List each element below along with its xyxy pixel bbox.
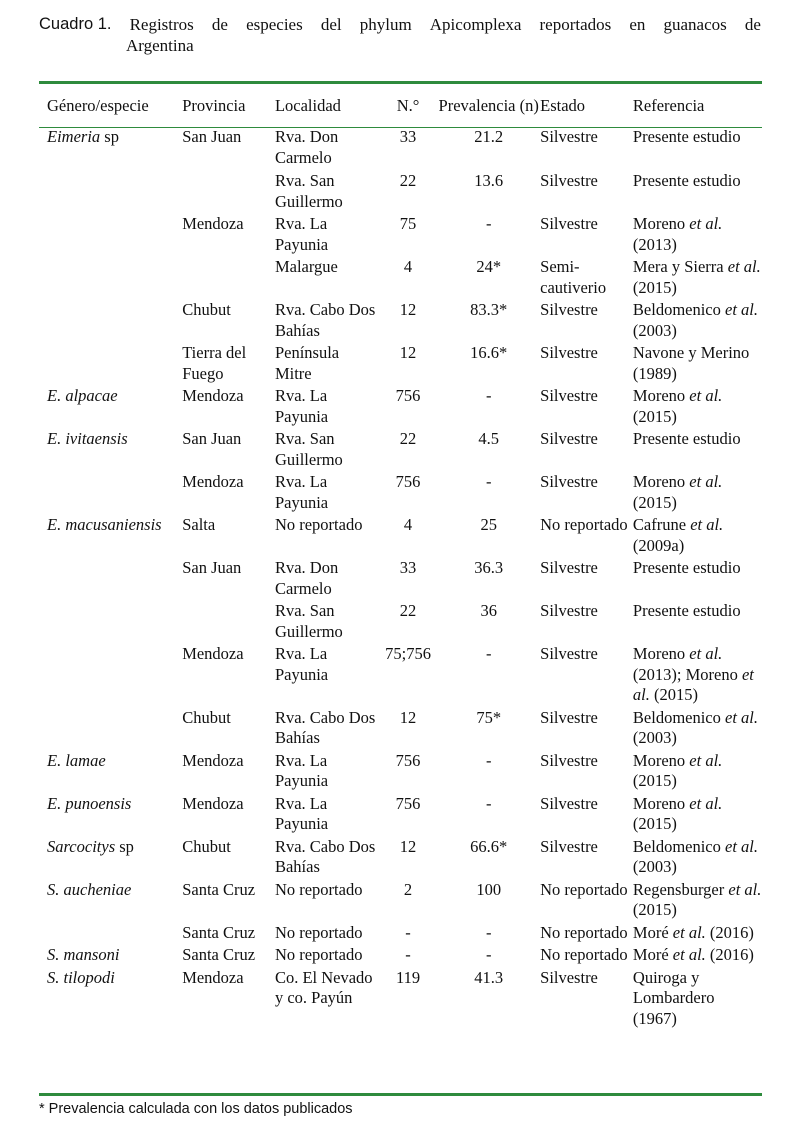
cell-species: [39, 945, 182, 968]
cell-estado: Silvestre: [540, 750, 598, 770]
reference-part: (2015): [632, 406, 677, 426]
cell-localidad: Península Mitre: [274, 343, 340, 383]
cell-prevalencia: 24*: [476, 257, 502, 276]
reference-part: et al.: [672, 945, 706, 964]
reference-part: et al.: [725, 300, 759, 319]
cell-localidad: Rva. San Guillermo: [274, 171, 343, 211]
table-row: [39, 558, 762, 601]
cell-provincia: [182, 601, 275, 644]
column-header: Prevalencia (n): [438, 96, 539, 116]
table-row: [39, 472, 762, 515]
reference-part: (2003): [632, 857, 677, 876]
reference-part: Presente estudio: [632, 127, 741, 146]
reference-part: et al.: [632, 664, 754, 704]
cell-referencia: [633, 515, 762, 558]
cell-prevalencia: -: [485, 793, 492, 813]
column-header: Referencia: [632, 96, 705, 116]
cell-prevalencia: 100: [476, 879, 502, 899]
reference-part: et al.: [727, 257, 761, 276]
cell-localidad: No reportado: [274, 515, 363, 534]
cell-referencia: [633, 644, 762, 708]
species-name: Sarcocitys: [47, 836, 116, 856]
table-row: [39, 601, 762, 644]
column-header: Provincia: [182, 96, 246, 116]
cell-provincia: San Juan: [182, 558, 242, 577]
species-name: E. ivitaensis: [47, 429, 128, 448]
cell-provincia: Chubut: [182, 836, 231, 856]
cell-species: [39, 644, 182, 708]
cell-provincia: Mendoza: [182, 386, 244, 405]
reference-part: et al.: [689, 793, 723, 813]
cell-prevalencia: 25: [480, 515, 497, 534]
cell-n: 22: [399, 429, 417, 448]
cell-n: 2: [403, 879, 413, 899]
cell-species: [39, 515, 182, 558]
caption-word: Registros: [129, 15, 194, 34]
table-row: [39, 837, 762, 880]
caption-second-line: Argentina: [126, 36, 194, 55]
reference-part: Presente estudio: [632, 558, 741, 577]
caption-word: especies: [246, 15, 303, 34]
cell-localidad: No reportado: [274, 945, 363, 964]
cell-referencia: [633, 127, 762, 171]
cell-estado: Silvestre: [540, 214, 598, 233]
cell-localidad: No reportado: [274, 879, 363, 899]
reference-part: (2013); Moreno: [632, 664, 742, 684]
reference-part: (2015): [632, 814, 677, 833]
cell-provincia: San Juan: [182, 127, 242, 146]
cell-provincia: Chubut: [182, 300, 231, 319]
cell-referencia: [633, 751, 762, 794]
reference-part: et al.: [672, 922, 706, 942]
table-row: [39, 708, 762, 751]
reference-part: et al.: [689, 472, 723, 491]
cell-localidad: Rva. La Payunia: [274, 386, 329, 426]
reference-part: et al.: [689, 214, 723, 233]
cell-referencia: [633, 257, 762, 300]
reference-part: Presente estudio: [632, 601, 741, 620]
cell-prevalencia: 36: [480, 601, 497, 620]
cell-localidad: Rva. Cabo Dos Bahías: [274, 836, 376, 876]
cell-species: [39, 472, 182, 515]
cell-prevalencia: -: [485, 945, 492, 964]
cell-species: [39, 751, 182, 794]
table-row: [39, 300, 762, 343]
cell-referencia: [633, 923, 762, 946]
cell-prevalencia: 83.3*: [470, 300, 508, 319]
cell-referencia: [633, 214, 762, 257]
cell-prevalencia: 75*: [476, 707, 502, 727]
table-row: [39, 171, 762, 214]
cell-species: [39, 343, 182, 386]
cell-provincia: Chubut: [182, 707, 231, 727]
species-name: E. macusaniensis: [47, 515, 162, 534]
cell-referencia: [633, 472, 762, 515]
cell-prevalencia: 16.6*: [470, 343, 508, 362]
table-row: [39, 257, 762, 300]
cell-species: [39, 708, 182, 751]
cell-estado: Silvestre: [540, 707, 598, 727]
cell-prevalencia: 36.3: [474, 558, 504, 577]
species-suffix: sp: [115, 836, 134, 856]
reference-part: (2015): [632, 277, 677, 297]
cell-localidad: Rva. La Payunia: [274, 472, 329, 512]
cell-provincia: Santa Cruz: [182, 922, 256, 942]
reference-part: Mera y Sierra: [632, 257, 728, 276]
cell-referencia: [633, 171, 762, 214]
reference-part: Moré: [632, 945, 673, 964]
caption-word: guanacos: [663, 15, 727, 34]
top-rule: [39, 81, 762, 84]
reference-part: Moreno: [632, 386, 690, 405]
cell-prevalencia: -: [485, 472, 492, 491]
cell-n: 12: [399, 343, 417, 362]
cell-estado: No reportado: [540, 515, 628, 534]
caption-word: Apicomplexa: [429, 15, 522, 34]
cell-referencia: [633, 837, 762, 880]
cell-n: 22: [399, 601, 417, 620]
cell-n: 756: [395, 793, 421, 813]
reference-part: (2016): [705, 922, 754, 942]
footnote: * Prevalencia calculada con los datos publicados: [39, 1101, 353, 1117]
cell-n: 75: [399, 214, 417, 233]
cell-localidad: Rva. La Payunia: [274, 644, 329, 684]
table-body: [39, 127, 762, 1031]
cell-species: [39, 300, 182, 343]
species-name: E. punoensis: [47, 793, 132, 813]
cell-prevalencia: 66.6*: [470, 836, 508, 856]
reference-part: et al.: [689, 750, 723, 770]
cell-prevalencia: 4.5: [478, 429, 500, 448]
reference-part: Quiroga y Lombardero (1967): [632, 967, 715, 1028]
cell-provincia: San Juan: [182, 429, 242, 448]
cell-estado: Silvestre: [540, 472, 598, 491]
table-row: [39, 127, 762, 171]
reference-part: Moreno: [632, 472, 690, 491]
cell-referencia: [633, 343, 762, 386]
species-name: E. lamae: [47, 750, 106, 770]
cell-estado: Silvestre: [540, 601, 598, 620]
cell-species: [39, 923, 182, 946]
reference-part: Moreno: [632, 793, 690, 813]
cell-prevalencia: 21.2: [474, 127, 504, 146]
reference-part: Presente estudio: [632, 171, 741, 190]
cell-estado: Silvestre: [540, 836, 598, 856]
reference-part: (2003): [632, 320, 677, 340]
cell-prevalencia: -: [485, 214, 492, 233]
cell-prevalencia: 41.3: [474, 967, 504, 987]
reference-part: (2016): [705, 945, 754, 964]
cell-species: [39, 257, 182, 300]
reference-part: Navone y Merino (1989): [632, 343, 750, 383]
cell-referencia: [633, 945, 762, 968]
cell-localidad: No reportado: [274, 922, 363, 942]
cell-localidad: Co. El Nevado y co. Payún: [274, 967, 373, 1007]
reference-part: Moré: [632, 922, 673, 942]
cell-provincia: Salta: [182, 515, 216, 534]
reference-part: Beldomenico: [632, 707, 726, 727]
table-row: [39, 386, 762, 429]
cell-prevalencia: 13.6: [474, 171, 504, 190]
table-row: [39, 751, 762, 794]
cell-n: 756: [395, 386, 421, 405]
cell-n: 12: [399, 300, 417, 319]
table-caption: [39, 14, 761, 56]
table-row: [39, 429, 762, 472]
cell-n: 4: [403, 515, 413, 534]
reference-part: (2015): [632, 900, 677, 919]
cell-referencia: [633, 558, 762, 601]
cell-localidad: Malargue: [274, 257, 338, 276]
reference-part: (2015): [632, 492, 677, 512]
cell-estado: Semi-cautiverio: [540, 257, 607, 297]
cell-n: 12: [399, 836, 417, 856]
cell-provincia: Tierra del Fuego: [182, 343, 247, 383]
cell-species: [39, 794, 182, 837]
cell-n: 33: [399, 558, 417, 577]
cell-localidad: Rva. Don Carmelo: [274, 558, 339, 598]
cell-estado: Silvestre: [540, 386, 598, 405]
cell-localidad: Rva. La Payunia: [274, 750, 329, 790]
caption-word: reportados: [539, 15, 612, 34]
cell-species: [39, 127, 182, 171]
cell-estado: Silvestre: [540, 967, 598, 987]
cell-n: 75;756: [385, 644, 431, 663]
cell-estado: Silvestre: [540, 343, 598, 362]
reference-part: et al.: [690, 515, 724, 534]
caption-word: de: [211, 15, 228, 34]
cell-species: [39, 837, 182, 880]
reference-part: et al.: [689, 644, 723, 663]
reference-part: (2015): [649, 685, 698, 704]
cell-referencia: [633, 794, 762, 837]
cell-provincia: [182, 257, 275, 300]
cell-prevalencia: -: [485, 922, 492, 942]
cell-referencia: [633, 386, 762, 429]
cell-estado: No reportado: [540, 879, 628, 899]
reference-part: et al.: [728, 879, 762, 899]
cell-n: 22: [399, 171, 417, 190]
reference-part: et al.: [725, 707, 759, 727]
cell-n: -: [405, 922, 411, 942]
cell-provincia: Santa Cruz: [182, 879, 256, 899]
cell-estado: Silvestre: [540, 793, 598, 813]
bottom-rule: [39, 1093, 762, 1096]
cell-species: [39, 601, 182, 644]
cell-localidad: Rva. San Guillermo: [274, 601, 343, 641]
reference-part: (2015): [632, 771, 677, 790]
cell-species: [39, 558, 182, 601]
column-header: Género/especie: [47, 96, 149, 116]
table-row: [39, 794, 762, 837]
caption-first-line: [39, 14, 761, 35]
caption-word: de: [744, 15, 761, 34]
cell-provincia: Mendoza: [182, 750, 244, 770]
cell-localidad: Rva. La Payunia: [274, 214, 329, 254]
cell-localidad: Rva. Don Carmelo: [274, 127, 339, 167]
table-row: [39, 644, 762, 708]
cell-prevalencia: -: [485, 644, 492, 663]
cell-n: 119: [395, 967, 421, 987]
cell-species: [39, 214, 182, 257]
cell-prevalencia: -: [485, 386, 492, 405]
table-row: [39, 880, 762, 923]
cell-estado: No reportado: [540, 945, 628, 964]
records-table: [39, 86, 762, 1031]
reference-part: Beldomenico: [632, 300, 726, 319]
table-row: [39, 923, 762, 946]
cell-provincia: Mendoza: [182, 967, 244, 987]
reference-part: Moreno: [632, 214, 690, 233]
caption-word: del: [320, 15, 342, 34]
reference-part: (2003): [632, 728, 677, 747]
cell-estado: No reportado: [540, 922, 628, 942]
cell-provincia: Mendoza: [182, 472, 244, 491]
cell-n: 33: [399, 127, 417, 146]
cell-provincia: [182, 171, 275, 214]
cell-estado: Silvestre: [540, 300, 598, 319]
reference-part: et al.: [689, 386, 723, 405]
column-header: Estado: [540, 96, 586, 116]
cell-localidad: Rva. Cabo Dos Bahías: [274, 300, 376, 340]
reference-part: Moreno: [632, 750, 690, 770]
cell-provincia: Santa Cruz: [182, 945, 256, 964]
caption-word: phylum: [359, 15, 412, 34]
species-name: S. aucheniae: [47, 879, 132, 899]
species-name: S. tilopodi: [47, 967, 115, 987]
cell-localidad: Rva. San Guillermo: [274, 429, 343, 469]
cell-estado: Silvestre: [540, 171, 598, 190]
cell-species: [39, 429, 182, 472]
cell-species: [39, 386, 182, 429]
species-name: S. mansoni: [47, 945, 120, 964]
reference-part: (2013): [632, 234, 677, 254]
column-header: N.°: [396, 96, 420, 116]
cell-provincia: Mendoza: [182, 644, 244, 663]
cell-prevalencia: -: [485, 750, 492, 770]
cell-species: [39, 171, 182, 214]
species-suffix: sp: [100, 127, 119, 146]
cell-n: 756: [395, 750, 421, 770]
table-row: [39, 343, 762, 386]
cell-provincia: Mendoza: [182, 214, 244, 233]
cell-localidad: Rva. Cabo Dos Bahías: [274, 707, 376, 747]
caption-word: en: [629, 15, 646, 34]
table-row: [39, 945, 762, 968]
reference-part: (2009a): [632, 535, 685, 555]
cell-referencia: [633, 429, 762, 472]
cell-species: [39, 968, 182, 1032]
cell-estado: Silvestre: [540, 127, 598, 146]
cell-species: [39, 880, 182, 923]
cell-estado: Silvestre: [540, 644, 598, 663]
column-header: Localidad: [274, 96, 341, 116]
table-row: [39, 968, 762, 1032]
reference-part: et al.: [725, 836, 759, 856]
reference-part: Presente estudio: [632, 429, 741, 448]
table-row: [39, 515, 762, 558]
reference-part: Cafrune: [632, 515, 691, 534]
cell-n: -: [405, 945, 411, 964]
species-name: Eimeria: [47, 127, 101, 146]
reference-part: Moreno: [632, 644, 690, 663]
cell-n: 756: [395, 472, 421, 491]
reference-part: Beldomenico: [632, 836, 726, 856]
cell-referencia: [633, 880, 762, 923]
table-row: [39, 214, 762, 257]
cell-n: 12: [399, 707, 417, 727]
cell-estado: Silvestre: [540, 558, 598, 577]
reference-part: Regensburger: [632, 879, 729, 899]
cell-localidad: Rva. La Payunia: [274, 793, 329, 833]
species-name: E. alpacae: [47, 386, 118, 405]
cell-n: 4: [403, 257, 413, 276]
table-header-row: [39, 86, 762, 127]
cell-estado: Silvestre: [540, 429, 598, 448]
caption-label: Cuadro 1.: [39, 15, 112, 33]
cell-referencia: [633, 300, 762, 343]
cell-referencia: [633, 708, 762, 751]
cell-referencia: [633, 601, 762, 644]
cell-referencia: [633, 968, 762, 1032]
cell-provincia: Mendoza: [182, 793, 244, 813]
